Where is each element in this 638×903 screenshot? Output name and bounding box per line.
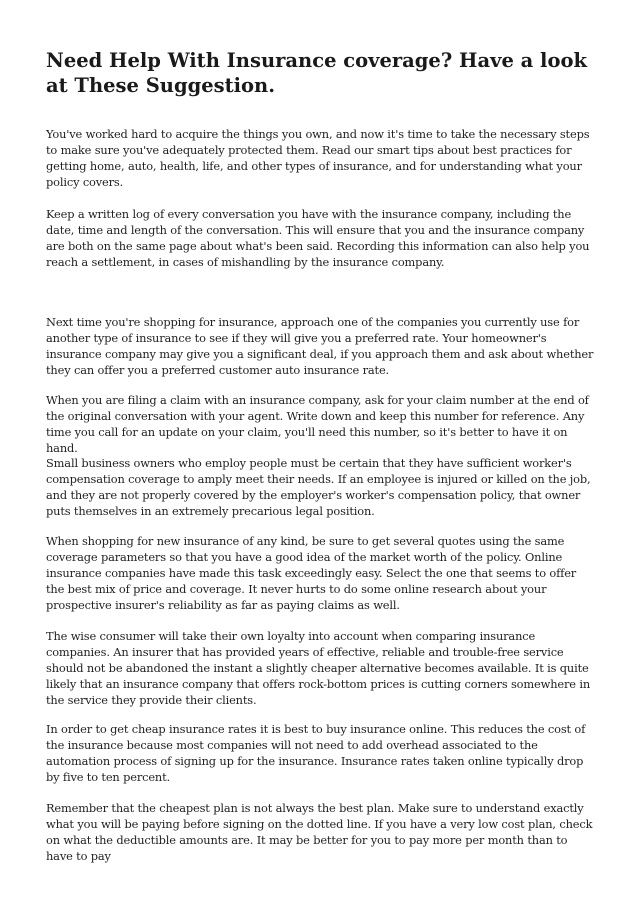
paragraph-shopping-preferred-rate: Next time you're shopping for insurance, approach one of the companies you currently use for another type of insurance to see if they will give you a preferred rate. Your homeowner's insurance company may give you a significant deal, if you approach them and ask about whether they can offer you a preferred customer auto insurance rate. xyxy=(46,315,594,378)
paragraph-claim-number: When you are filing a claim with an insurance company, ask for your claim number at the end of the original conversation with your agent. Write down and keep this number for reference. Any time you call for an update on your claim, you'll need this number, so it's better to have it on hand. xyxy=(46,393,589,456)
paragraph-cheapest-plan: Remember that the cheapest plan is not always the best plan. Make sure to understand exactly what you will be paying before signing on the dotted line. If you have a very low cost plan, check on what the deductible amounts are. It may be better for you to pay more per month than to have to pay xyxy=(46,801,593,864)
paragraph-several-quotes: When shopping for new insurance of any kind, be sure to get several quotes using the same coverage parameters so that you have a good idea of the market worth of the policy. Online insurance companies have made this task exceedingly easy. Select the one that seems to offer the best mix of price and coverage. It never hurts to do some online research about your prospective insurer's reliability as far as paying claims as well. xyxy=(46,534,577,613)
paragraph-buy-online: In order to get cheap insurance rates it is best to buy insurance online. This reduces the cost of the insurance because most companies will not need to add overhead associated to the automation process of signing up for the insurance. Insurance rates taken online typically drop by five to ten percent. xyxy=(46,722,586,785)
paragraph-loyalty: The wise consumer will take their own loyalty into account when comparing insurance companies. An insurer that has provided years of effective, reliable and trouble-free service should not be abandoned the instant a slightly cheaper alternative becomes available. It is quite likely that an insurance company that offers rock-bottom prices is cutting corners somewhere in the service they provide their clients. xyxy=(46,629,591,708)
paragraph-intro: You've worked hard to acquire the things you own, and now it's time to take the necessary steps to make sure you've adequately protected them. Read our smart tips about best practices for getting home, auto, health, life, and other types of insurance, and for understanding what your policy covers. xyxy=(46,127,590,190)
paragraph-written-log: Keep a written log of every conversation you have with the insurance company, including the date, time and length of the conversation. This will ensure that you and the insurance company are both on the same page about what's been said. Recording this information can also help you reach a settlement, in cases of mishandling by the insurance company. xyxy=(46,207,590,270)
document-title: Need Help With Insurance coverage? Have a look at These Suggestion. xyxy=(46,49,587,97)
paragraph-workers-compensation: Small business owners who employ people must be certain that they have sufficient worker's compensation coverage to amply meet their needs. If an employee is injured or killed on the job, and they are not properly covered by the employer's worker's compensation policy, that owner puts themselves in an extremely precarious legal position. xyxy=(46,456,591,519)
